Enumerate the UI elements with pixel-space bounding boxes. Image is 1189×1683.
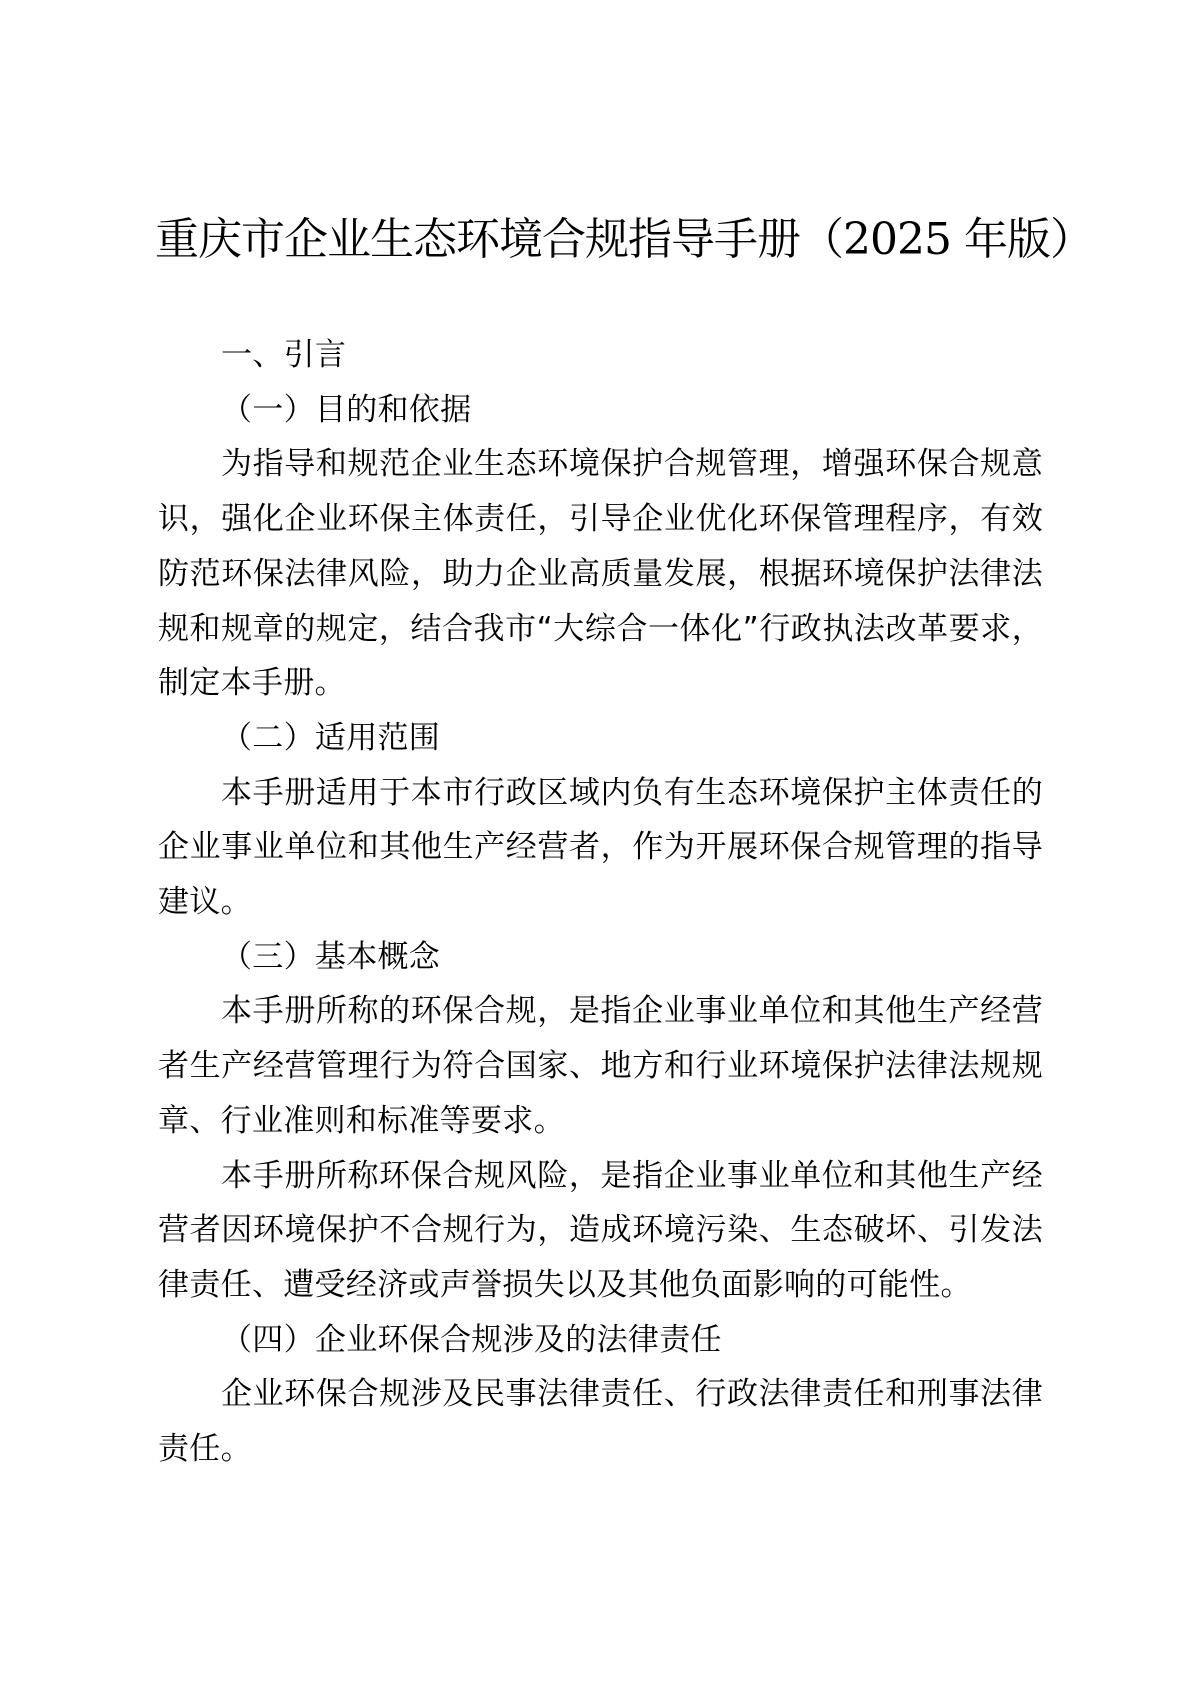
paragraph-compliance-definition: 本手册所称的环保合规，是指企业事业单位和其他生产经营者生产经营管理行为符合国家、地方和行业环境保护法律法规规章、行业准则和标准等要求。 — [158, 993, 1043, 1139]
subsection-heading-purpose: （一）目的和依据 — [221, 391, 472, 428]
section-heading-introduction: 一、引言 — [221, 337, 347, 373]
document-body — [158, 328, 1043, 1477]
document-title: 重庆市企业生态环境合规指导手册（2025 年版） — [155, 214, 1093, 265]
paragraph-scope: 本手册适用于本市行政区域内负有生态环境保护主体责任的企业事业单位和其他生产经营者，作为开展环保合规管理的指导建议。 — [158, 774, 1043, 921]
subsection-heading-legal-liability: （四）企业环保合规涉及的法律责任 — [221, 1321, 722, 1358]
paragraph-legal-liability: 企业环保合规涉及民事法律责任、行政法律责任和刑事法律责任。 — [158, 1376, 1043, 1468]
paragraph-risk-definition: 本手册所称环保合规风险，是指企业事业单位和其他生产经营者因环境保护不合规行为，造成环境污染、生态破坏、引发法律责任、遭受经济或声誉损失以及其他负面影响的可能性。 — [158, 1157, 1043, 1303]
subsection-heading-scope: （二）适用范围 — [221, 719, 441, 756]
subsection-heading-concepts: （三）基本概念 — [221, 938, 441, 975]
paragraph-purpose: 为指导和规范企业生态环境保护合规管理，增强环保合规意识，强化企业环保主体责任，引导企业优化环保管理程序，有效防范环保法律风险，助力企业高质量发展，根据环境保护法律法规和规章的规定，结合我市“大综合一体化”行政执法改革要求，制定本手册。 — [158, 446, 1043, 702]
